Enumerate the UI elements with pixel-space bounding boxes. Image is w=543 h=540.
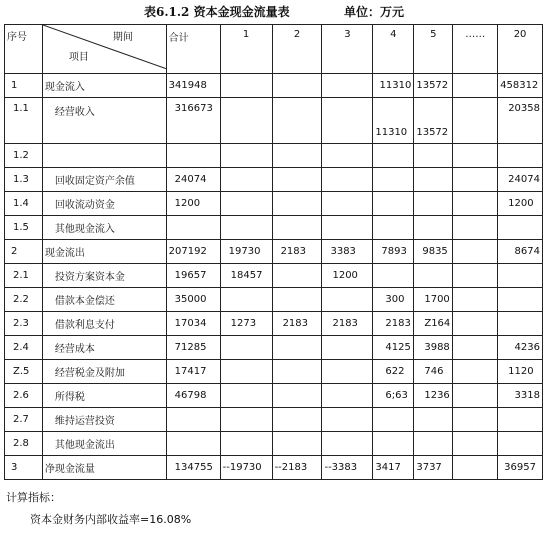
- row-seq: 2.8: [5, 432, 43, 456]
- row-seq: 1.5: [5, 216, 43, 240]
- row-c6: [453, 288, 498, 312]
- footer-irr: 资本金财务内部收益率=16.08%: [30, 513, 192, 526]
- row-c4: 11310: [373, 98, 414, 144]
- row-c2: 2183: [272, 240, 322, 264]
- row-c20: 1200: [498, 192, 543, 216]
- row-seq: 2.6: [5, 384, 43, 408]
- row-c5: Z164: [414, 312, 453, 336]
- row-total: 46798: [166, 384, 220, 408]
- row-c3: [322, 168, 373, 192]
- row-total: 35000: [166, 288, 220, 312]
- row-item: 回收流动资金: [42, 192, 166, 216]
- row-c6: [453, 432, 498, 456]
- row-c3: 3383: [322, 240, 373, 264]
- row-c1: [220, 336, 272, 360]
- diagonal-line: [43, 25, 166, 69]
- header-col-4: 4: [373, 25, 414, 74]
- table-row: [5, 144, 543, 168]
- row-c5: 3737: [414, 456, 453, 480]
- row-c20: 1120: [498, 360, 543, 384]
- row-c2: [272, 288, 322, 312]
- row-c20: [498, 312, 543, 336]
- header-col-3: 3: [322, 25, 373, 74]
- table-row: [5, 312, 543, 336]
- row-item: 经营成本: [42, 336, 166, 360]
- row-c1: [220, 168, 272, 192]
- row-seq: 2.3: [5, 312, 43, 336]
- row-c20: 8674: [498, 240, 543, 264]
- row-c5: 3988: [414, 336, 453, 360]
- row-seq: 1.1: [5, 98, 43, 144]
- header-col-ellipsis: ……: [453, 25, 498, 74]
- row-c3: 1200: [322, 264, 373, 288]
- row-c6: [453, 168, 498, 192]
- row-c5: [414, 432, 453, 456]
- row-seq: 3: [5, 456, 43, 480]
- row-item: 现金流出: [42, 240, 166, 264]
- row-c5: [414, 192, 453, 216]
- row-c5: 13572: [414, 98, 453, 144]
- row-c5: [414, 168, 453, 192]
- table-title: 表6.1.2 资本金现金流量表: [144, 5, 290, 19]
- header-col-20: 20: [498, 25, 543, 74]
- row-item: 其他现金流入: [42, 216, 166, 240]
- header-total: 合计: [166, 25, 220, 74]
- header-col-2: 2: [272, 25, 322, 74]
- row-c6: [453, 192, 498, 216]
- row-item: 借款利息支付: [42, 312, 166, 336]
- row-c20: 36957: [498, 456, 543, 480]
- row-seq: 1.2: [5, 144, 43, 168]
- row-item: 维持运营投资: [42, 408, 166, 432]
- row-seq: 1.4: [5, 192, 43, 216]
- row-c20: 4236: [498, 336, 543, 360]
- row-c5: [414, 216, 453, 240]
- row-c4: [373, 168, 414, 192]
- row-c3: 2183: [322, 312, 373, 336]
- row-seq: 2: [5, 240, 43, 264]
- row-c1: 1273: [220, 312, 272, 336]
- table-row: [5, 456, 543, 480]
- row-c2: [272, 192, 322, 216]
- row-total: 71285: [166, 336, 220, 360]
- row-c20: 20358: [498, 98, 543, 144]
- row-total: 1200: [166, 192, 220, 216]
- row-c3: [322, 288, 373, 312]
- row-total: 134755: [166, 456, 220, 480]
- row-c5: 13572: [414, 74, 453, 98]
- row-seq: 1: [5, 74, 43, 98]
- row-total: 24074: [166, 168, 220, 192]
- row-c2: [272, 216, 322, 240]
- row-c2: [272, 98, 322, 144]
- row-c4: [373, 192, 414, 216]
- row-c3: [322, 336, 373, 360]
- row-c4: 2183: [373, 312, 414, 336]
- row-c3: [322, 384, 373, 408]
- row-total: [166, 216, 220, 240]
- row-c6: [453, 98, 498, 144]
- row-c1: [220, 192, 272, 216]
- row-c4: 6;63: [373, 384, 414, 408]
- row-c2: --2183: [272, 456, 322, 480]
- table-title-bar: [0, 0, 543, 24]
- table-row: [5, 336, 543, 360]
- row-c5: [414, 264, 453, 288]
- row-total: [166, 432, 220, 456]
- table-row: [5, 384, 543, 408]
- table-row: [5, 240, 543, 264]
- table-row: [5, 216, 543, 240]
- row-total: [166, 144, 220, 168]
- row-c6: [453, 264, 498, 288]
- row-c1: [220, 360, 272, 384]
- row-seq: Z.5: [5, 360, 43, 384]
- row-c2: [272, 336, 322, 360]
- row-c3: [322, 144, 373, 168]
- table-row: [5, 360, 543, 384]
- row-total: 17417: [166, 360, 220, 384]
- row-c5: [414, 144, 453, 168]
- row-c1: [220, 408, 272, 432]
- row-item: 借款本金偿还: [42, 288, 166, 312]
- row-c6: [453, 408, 498, 432]
- row-c6: [453, 384, 498, 408]
- row-c1: --19730: [220, 456, 272, 480]
- row-c3: --3383: [322, 456, 373, 480]
- row-c20: [498, 432, 543, 456]
- row-c3: [322, 432, 373, 456]
- row-c2: [272, 384, 322, 408]
- row-total: 316673: [166, 98, 220, 144]
- table-row: [5, 288, 543, 312]
- row-c1: [220, 432, 272, 456]
- row-c1: [220, 384, 272, 408]
- row-c1: 18457: [220, 264, 272, 288]
- row-c20: 458312: [498, 74, 543, 98]
- row-c20: [498, 144, 543, 168]
- row-c1: [220, 288, 272, 312]
- row-total: 207192: [166, 240, 220, 264]
- header-diagonal-cell: [42, 25, 166, 74]
- row-item: 投资方案资本金: [42, 264, 166, 288]
- table-row: [5, 192, 543, 216]
- row-c2: [272, 360, 322, 384]
- row-c4: [373, 264, 414, 288]
- row-c6: [453, 456, 498, 480]
- table-row: [5, 74, 543, 98]
- row-c20: [498, 216, 543, 240]
- row-item: 经营税金及附加: [42, 360, 166, 384]
- row-c6: [453, 312, 498, 336]
- row-c20: [498, 288, 543, 312]
- row-item: 经营收入: [42, 98, 166, 144]
- header-period: 期间: [112, 32, 133, 43]
- header-seq: 序号: [5, 25, 43, 74]
- row-c4: [373, 408, 414, 432]
- row-c1: [220, 74, 272, 98]
- row-item: 现金流入: [42, 74, 166, 98]
- row-c20: [498, 264, 543, 288]
- table-row: [5, 98, 543, 144]
- row-c3: [322, 360, 373, 384]
- row-c3: [322, 216, 373, 240]
- row-item: 其他现金流出: [42, 432, 166, 456]
- row-c3: [322, 98, 373, 144]
- row-c2: [272, 264, 322, 288]
- row-seq: 1.3: [5, 168, 43, 192]
- row-c4: [373, 216, 414, 240]
- header-col-1: 1: [220, 25, 272, 74]
- row-c4: 622: [373, 360, 414, 384]
- row-item: 回收固定资产余值: [42, 168, 166, 192]
- row-c4: 3417: [373, 456, 414, 480]
- row-seq: 2.7: [5, 408, 43, 432]
- row-c4: [373, 144, 414, 168]
- row-c6: [453, 240, 498, 264]
- row-c20: 3318: [498, 384, 543, 408]
- row-c6: [453, 74, 498, 98]
- row-item: 净现金流量: [42, 456, 166, 480]
- row-c4: 7893: [373, 240, 414, 264]
- row-c6: [453, 360, 498, 384]
- row-c5: 1236: [414, 384, 453, 408]
- table-row: [5, 264, 543, 288]
- row-c6: [453, 336, 498, 360]
- row-c6: [453, 144, 498, 168]
- row-c1: [220, 98, 272, 144]
- row-c2: [272, 74, 322, 98]
- footer-label: 计算指标：: [6, 491, 61, 504]
- row-seq: 2.4: [5, 336, 43, 360]
- row-total: [166, 408, 220, 432]
- table-unit: 单位：万元: [344, 5, 405, 19]
- table-row: [5, 168, 543, 192]
- row-c6: [453, 216, 498, 240]
- row-c5: [414, 408, 453, 432]
- row-c3: [322, 408, 373, 432]
- table-row: [5, 408, 543, 432]
- row-c5: 9835: [414, 240, 453, 264]
- row-item: [42, 144, 166, 168]
- row-seq: 2.1: [5, 264, 43, 288]
- row-item: 所得税: [42, 384, 166, 408]
- row-c4: [373, 432, 414, 456]
- header-item: 项目: [68, 52, 89, 63]
- row-c1: [220, 216, 272, 240]
- row-c3: [322, 74, 373, 98]
- row-seq: 2.2: [5, 288, 43, 312]
- row-c1: 19730: [220, 240, 272, 264]
- row-c20: 24074: [498, 168, 543, 192]
- row-c2: [272, 408, 322, 432]
- row-c4: 4125: [373, 336, 414, 360]
- row-c2: [272, 168, 322, 192]
- row-c1: [220, 144, 272, 168]
- header-row: [5, 25, 543, 74]
- row-c20: [498, 408, 543, 432]
- row-c4: 11310: [373, 74, 414, 98]
- row-c4: 300: [373, 288, 414, 312]
- row-total: 19657: [166, 264, 220, 288]
- table-row: [5, 432, 543, 456]
- row-c5: 746: [414, 360, 453, 384]
- row-c3: [322, 192, 373, 216]
- row-c2: [272, 432, 322, 456]
- row-c2: [272, 144, 322, 168]
- row-total: 17034: [166, 312, 220, 336]
- row-c2: 2183: [272, 312, 322, 336]
- row-c5: 1700: [414, 288, 453, 312]
- cash-flow-table: [4, 24, 543, 480]
- header-col-5: 5: [414, 25, 453, 74]
- row-total: 341948: [166, 74, 220, 98]
